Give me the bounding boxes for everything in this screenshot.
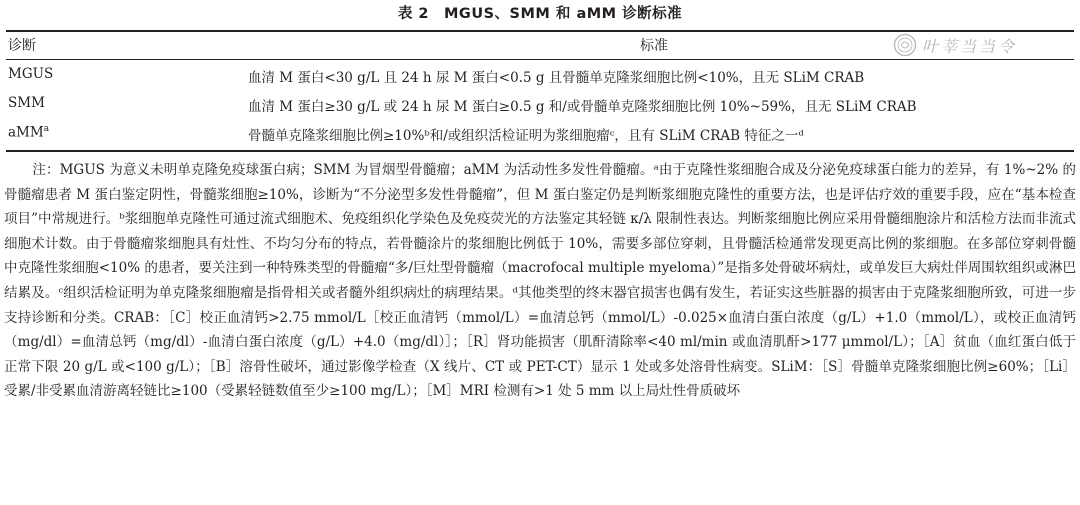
footnote-text: 注：MGUS 为意义未明单克隆免疫球蛋白病；SMM 为冒烟型骨髓瘤；aMM 为活动性多发性骨髓瘤。ᵃ由于克隆性浆细胞合成及分泌免疫球蛋白能力的差异，有 1%~2% 的骨髓瘤患者 M 蛋白鉴定阴性，骨髓浆细胞≥10%，诊断为“不分泌型多发性骨髓瘤”，但 M 蛋白鉴定仍是判断浆细胞克隆性的重要方法，也是评估疗效的重要手段，应在“基本检查项目”中常规进行。ᵇ浆细胞单克隆性可通过流式细胞术、免疫组织化学染色及免疫荧光的方法鉴定其轻链 κ/λ 限制性表达。判断浆细胞比例应采用骨髓细胞涂片和活检方法而非流式细胞术计数。由于骨髓瘤浆细胞具有灶性、不均匀分布的特点，若骨髓涂片的浆细胞比例低于 10%，需要多部位穿刺，且骨髓活检通常发现更高比例的浆细胞。在多部位穿刺骨髓中克隆性浆细胞<10% 的患者，要关注到一种特殊类型的骨髓瘤“多/巨灶型骨髓瘤（macrofocal multiple myeloma）”是指多处骨破坏病灶，或单发巨大病灶伴周围软组织或淋巴结累及。ᶜ组织活检证明为单克隆浆细胞瘤是指骨相关或者髓外组织病灶的病理结果。ᵈ其他类型的终末器官损害也偶有发生，若证实这些脏器的损害由于克隆浆细胞所致，可进一步支持诊断和分类。CRAB：［C］校正血清钙>2.75 mmol/L［校正血清钙（mmol/L）=血清总钙（mmol/L）-0.025×血清白蛋白浓度（g/L）+1.0（mmol/L），或校正血清钙（mg/dl）=血清总钙（mg/dl）-血清白蛋白浓度（g/L）+4.0（mg/dl）］；［R］肾功能损害（肌酐清除率<40 ml/min 或血清肌酐>177 μmmol/L）；［A］贫血（血红蛋白低于正常下限 20 g/L 或<100 g/L）；［B］溶骨性破坏，通过影像学检查（X 线片、CT 或 PET-CT）显示 1 处或多处溶骨性病变。SLiM：［S］骨髓单克隆浆细胞比例≥60%；［Li］受累/非受累血清游离轻链比≥100（受累轻链数值至少≥100 mg/L）；［M］MRI 检测有>1 处 5 mm 以上局灶性骨质破坏 xyxy=(4,162,1076,400)
seal-icon xyxy=(893,33,917,57)
table-row xyxy=(0,66,1080,88)
row-standard: 骨髓单克隆浆细胞比例≥10%ᵇ和/或组织活检证明为浆细胞瘤ᶜ，且有 SLiM CRAB 特征之一ᵈ xyxy=(248,128,804,144)
row-standard: 血清 M 蛋白<30 g/L 且 24 h 尿 M 蛋白<0.5 g 且骨髓单克隆浆细胞比例<10%，且无 SLiM CRAB xyxy=(248,70,865,86)
table-top-rule xyxy=(6,30,1074,32)
watermark-text: 叶莘当当令 xyxy=(922,37,1018,56)
row-diagnosis: MGUS xyxy=(8,66,54,82)
table-header-rule xyxy=(6,59,1074,60)
row-diagnosis-cell xyxy=(8,124,49,141)
row-standard: 血清 M 蛋白≥30 g/L 或 24 h 尿 M 蛋白≥0.5 g 和/或骨髓单克隆浆细胞比例 10%~59%，且无 SLiM CRAB xyxy=(248,99,917,115)
table-row xyxy=(0,95,1080,117)
table-bottom-rule xyxy=(6,150,1074,152)
row-diagnosis: SMM xyxy=(8,95,45,111)
row-diagnosis: aMM xyxy=(8,124,44,141)
row-diagnosis-footnote-mark: a xyxy=(43,124,50,134)
column-header-diagnosis: 诊断 xyxy=(8,38,36,54)
table-row xyxy=(0,124,1080,146)
column-header-standard: 标准 xyxy=(640,38,668,54)
table-footnote xyxy=(4,158,1076,404)
table-title: 表 2 MGUS、SMM 和 aMM 诊断标准 xyxy=(397,6,683,22)
